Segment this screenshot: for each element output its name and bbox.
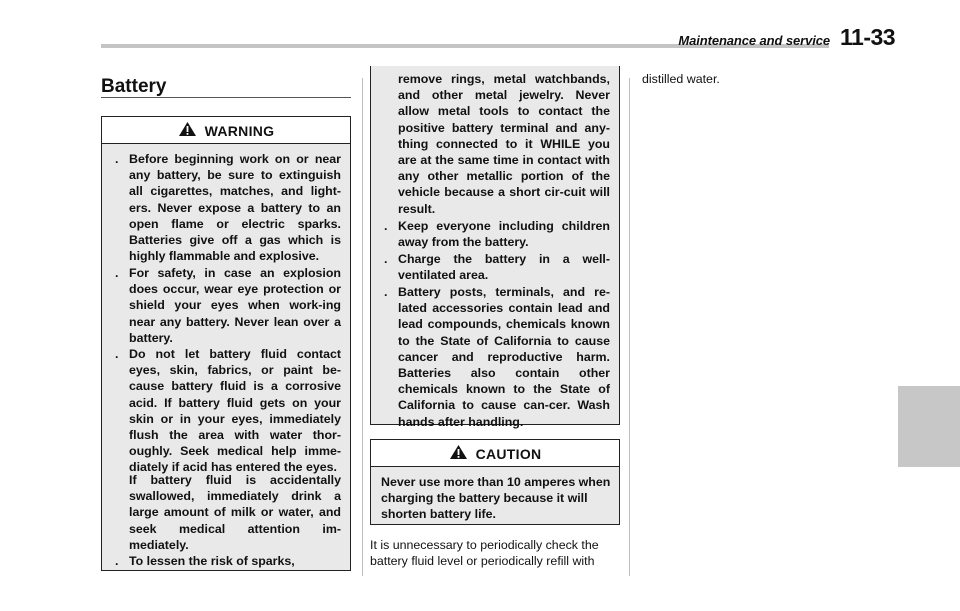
section-title-rule — [101, 97, 351, 98]
column-divider — [629, 78, 630, 576]
caution-label: CAUTION — [475, 446, 542, 462]
body-text-end: distilled water. — [642, 72, 720, 86]
warning-bullet: . Before beginning work on or near any battery, be sure to extinguish all cigarettes, matches, and light-ers. Never expose a battery to an open flame or electric sparks. Batteries give off a gas which is highly flammable and explosive. — [115, 152, 341, 264]
column-divider — [362, 78, 363, 576]
warning-bullet-4-start: To lessen the risk of sparks, — [129, 554, 295, 568]
header-section-name: Maintenance and service — [678, 33, 830, 48]
warning-bullet: . Do not let battery fluid contact eyes, skin, fabrics, or paint be-cause battery fluid is a corrosive acid. If battery fluid gets on your skin or in your eyes, immediately flush the area with water thor-oughly. Seek medical help imme-diately if acid has entered the eyes. — [115, 347, 341, 475]
warning-bullet-continued — [398, 71, 610, 217]
body-text-start: It is unnecessary to periodically check the battery fluid level or periodically refill with — [370, 538, 599, 569]
chapter-thumb-tab — [898, 386, 960, 467]
warning-bullet: . Charge the battery in a well-ventilated area. — [384, 252, 610, 283]
caution-text: Never use more than 10 amperes when charging the battery because it will shorten battery life. — [381, 475, 611, 522]
warning-bullet: . Battery posts, terminals, and re-lated accessories contain lead and lead compounds, chemicals known to the State of California to cause cancer and reproductive harm. Batteries also contain other chemicals known to the State of California to cause can-cer. Wash hands after handling. — [384, 285, 610, 429]
caution-header — [371, 444, 619, 463]
warning-note: If battery fluid is accidentally swallowed, immediately drink a large amount of milk or water, and seek medical attention im-mediately. — [129, 473, 341, 552]
warning-bullet: . Keep everyone including children away from the battery. — [384, 219, 610, 250]
section-title: Battery — [101, 76, 167, 97]
caution-triangle-icon — [449, 444, 468, 463]
warning-label: WARNING — [204, 123, 275, 139]
warning-bullet: . To lessen the risk of sparks, — [115, 554, 295, 568]
body-paragraph — [370, 537, 625, 569]
warning-header — [102, 121, 350, 140]
warning-triangle-icon — [178, 121, 197, 140]
warning-bullet-4-rest: remove rings, metal watchbands, and other metal jewelry. Never allow metal tools to contact the positive battery terminal and any-thing connected to it WHILE you are at the same time in contact with any other metallic portion of the vehicle because a short cir-cuit will result. — [398, 72, 610, 216]
body-paragraph-continued — [642, 71, 882, 87]
page-number: 11-33 — [840, 24, 896, 50]
warning-bullet: . For safety, in case an explosion does occur, wear eye protection or shield your eyes when work-ing near any battery. Never lean over a battery. — [115, 266, 341, 345]
